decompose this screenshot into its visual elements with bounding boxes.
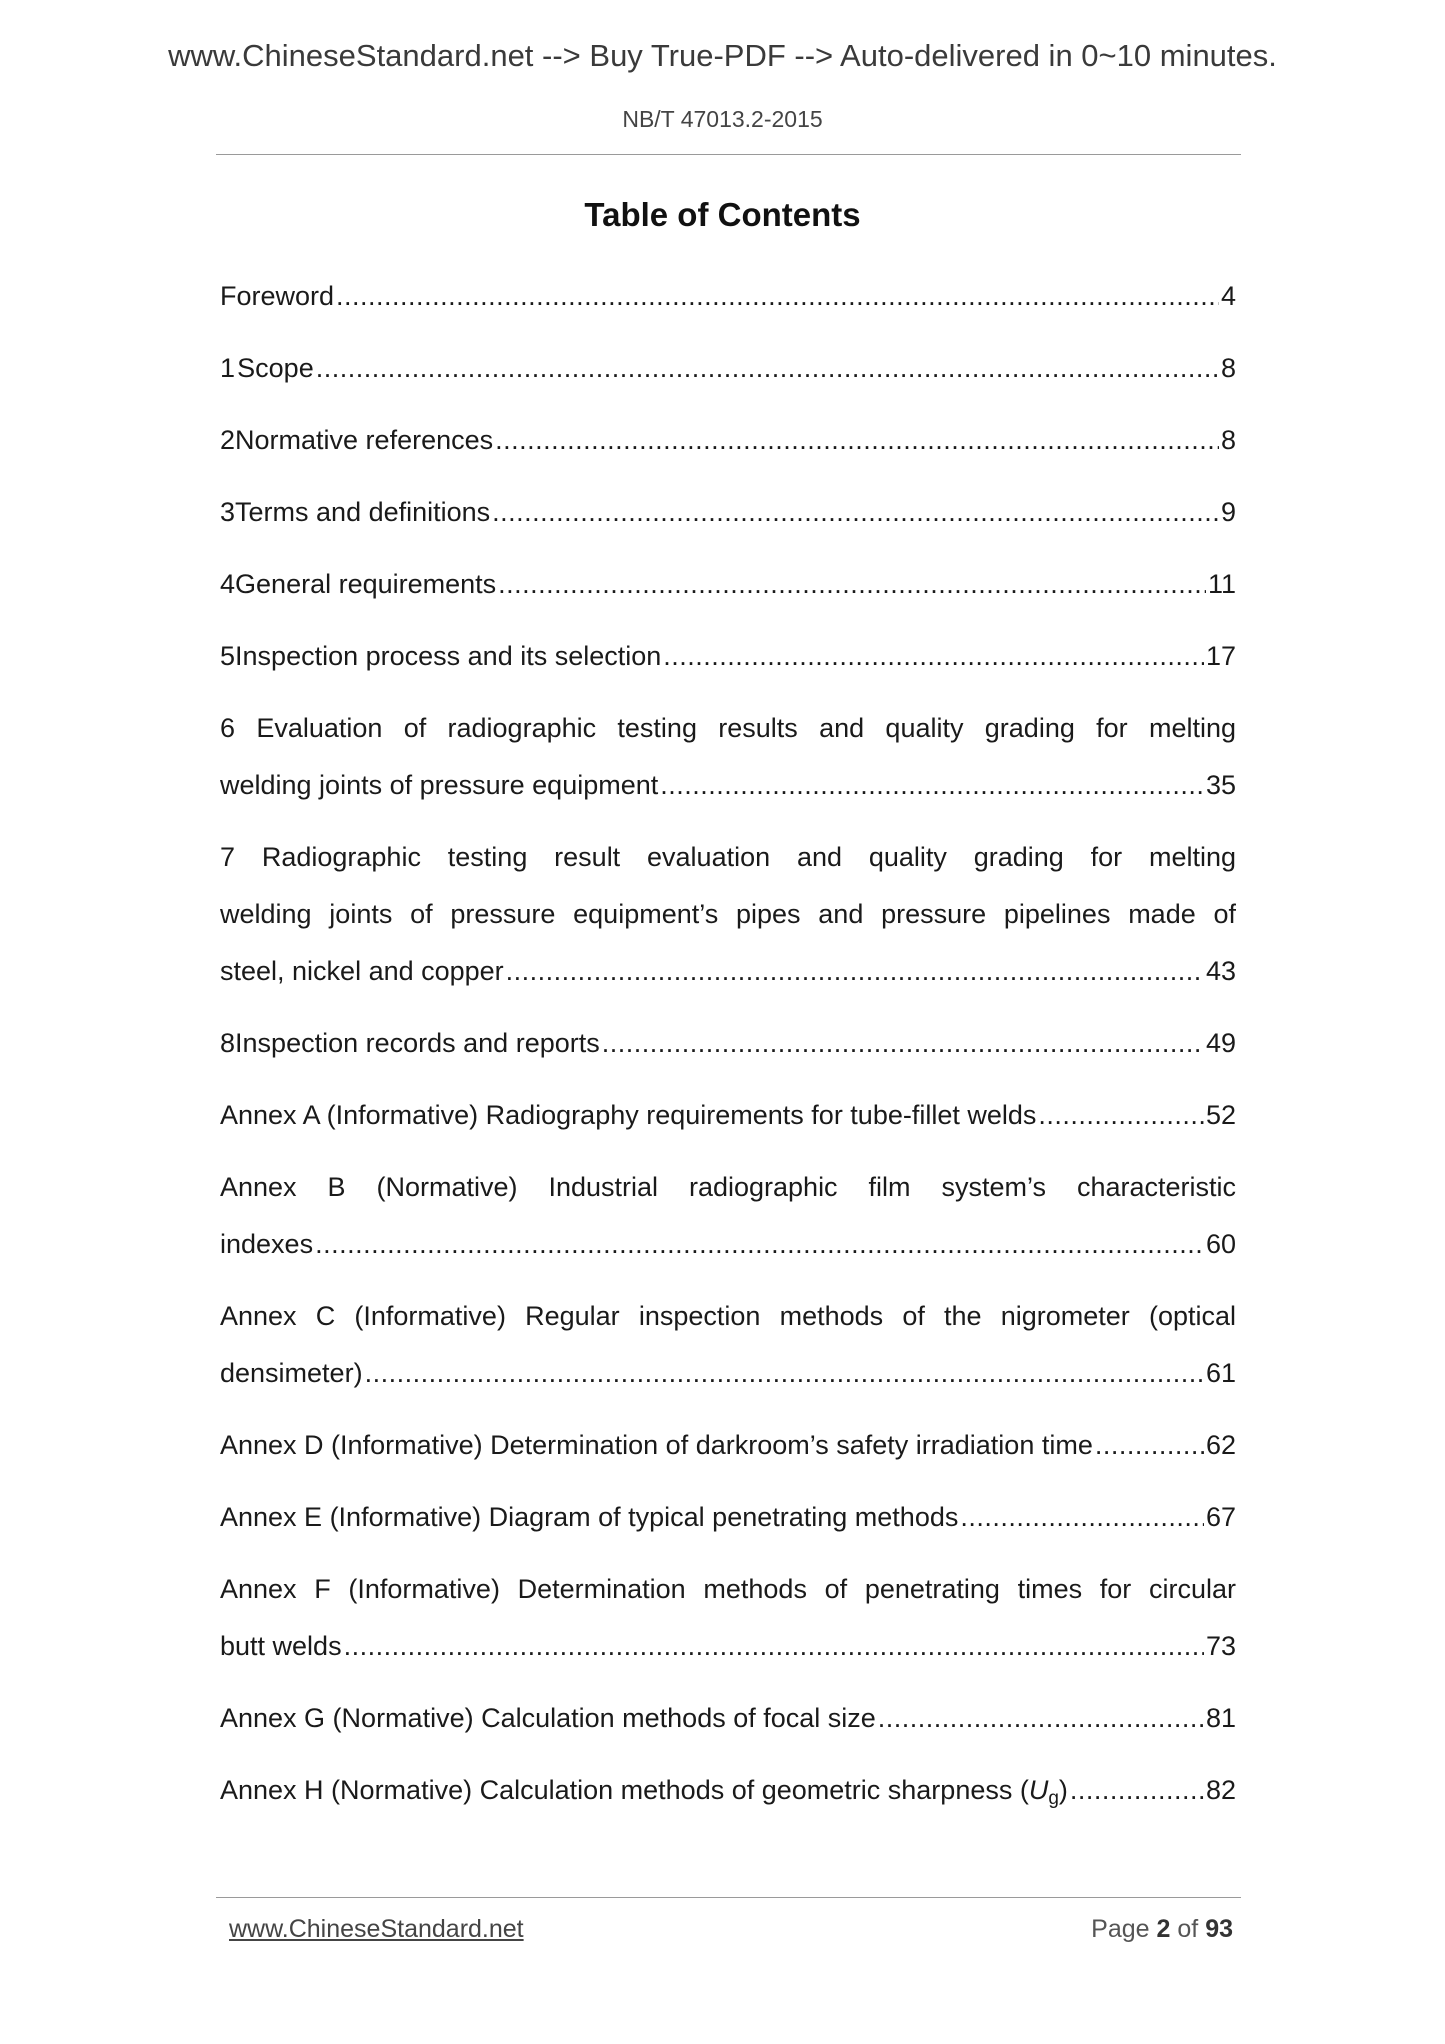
toc-label-line: Annex B (Normative) Industrial radiographic film system’s characteristic — [220, 1172, 1236, 1202]
toc-page-number: 8 — [1220, 425, 1236, 455]
toc-entry-normative-references[interactable] — [220, 412, 1236, 469]
dot-leader — [344, 1618, 1204, 1675]
page-indicator — [1091, 1915, 1233, 1944]
toc-section-number: 1 — [220, 353, 236, 383]
toc-section-number: 5 — [220, 641, 236, 671]
footer-divider — [216, 1897, 1241, 1898]
toc-label: densimeter) — [220, 1358, 363, 1388]
page-title: Table of Contents — [584, 196, 861, 233]
toc-label: Normative references — [235, 425, 494, 455]
page-of-word: of — [1177, 1915, 1199, 1943]
table-of-contents — [220, 268, 1236, 1819]
header-banner: www.ChineseStandard.net --> Buy True-PDF --> Auto-delivered in 0~10 minutes. — [168, 38, 1277, 73]
toc-label: Inspection records and reports — [235, 1028, 600, 1058]
dot-leader — [878, 1690, 1204, 1747]
dot-leader — [960, 1489, 1204, 1546]
dot-leader — [492, 484, 1219, 541]
dot-leader — [663, 628, 1204, 685]
toc-entry-inspection-records[interactable] — [220, 1015, 1236, 1072]
dot-leader — [495, 412, 1219, 469]
toc-page-number: 35 — [1205, 770, 1236, 800]
toc-page-number: 73 — [1205, 1631, 1236, 1661]
toc-section-number: 4 — [220, 569, 236, 599]
toc-page-number: 9 — [1220, 497, 1236, 527]
toc-entry-radiographic-testing-pipes[interactable] — [220, 829, 1236, 1000]
dot-leader — [336, 268, 1219, 325]
dot-leader — [365, 1345, 1204, 1402]
toc-entry-annex-d[interactable] — [220, 1417, 1236, 1474]
toc-entry-terms-and-definitions[interactable] — [220, 484, 1236, 541]
toc-entry-annex-f[interactable] — [220, 1561, 1236, 1675]
dot-leader — [506, 943, 1204, 1000]
toc-entry-foreword[interactable] — [220, 268, 1236, 325]
toc-page-number: 60 — [1205, 1229, 1236, 1259]
toc-entry-annex-c[interactable] — [220, 1288, 1236, 1402]
toc-label — [220, 1762, 1068, 1827]
toc-page-number: 61 — [1205, 1358, 1236, 1388]
toc-label-line: welding joints of pressure equipment’s pipes and pressure pipelines made of — [220, 899, 1236, 929]
footer-website-link[interactable]: www.ChineseStandard.net — [229, 1915, 524, 1943]
toc-entry-annex-b[interactable] — [220, 1159, 1236, 1273]
header-divider — [216, 154, 1241, 155]
toc-label-line: 6 Evaluation of radiographic testing results and quality grading for melting — [220, 713, 1236, 743]
dot-leader — [315, 1216, 1204, 1273]
toc-page-number: 81 — [1205, 1703, 1236, 1733]
toc-label-line: Annex C (Informative) Regular inspection methods of the nigrometer (optical — [220, 1301, 1236, 1331]
variable-subscript-g: g — [1048, 1788, 1059, 1809]
toc-section-number: 3 — [220, 497, 236, 527]
toc-page-number: 82 — [1205, 1775, 1236, 1805]
toc-entry-general-requirements[interactable] — [220, 556, 1236, 613]
toc-page-number: 62 — [1205, 1430, 1236, 1460]
toc-label: steel, nickel and copper — [220, 956, 504, 986]
toc-page-number: 43 — [1205, 956, 1236, 986]
toc-page-number: 8 — [1220, 353, 1236, 383]
toc-label: Annex D (Informative) Determination of darkroom’s safety irradiation time — [220, 1430, 1093, 1460]
toc-entry-annex-h[interactable] — [220, 1762, 1236, 1819]
toc-label: Terms and definitions — [235, 497, 491, 527]
toc-label-close: ) — [1058, 1775, 1068, 1805]
toc-label: butt welds — [220, 1631, 342, 1661]
page-word: Page — [1091, 1915, 1150, 1943]
toc-page-number: 4 — [1220, 281, 1236, 311]
toc-label-line: Annex F (Informative) Determination methods of penetrating times for circular — [220, 1574, 1236, 1604]
toc-label: indexes — [220, 1229, 314, 1259]
toc-label-line: 7 Radiographic testing result evaluation and quality grading for melting — [220, 842, 1236, 872]
toc-label: Foreword — [220, 281, 335, 311]
dot-leader — [1038, 1087, 1204, 1144]
toc-entry-annex-a[interactable] — [220, 1087, 1236, 1144]
toc-label-text: Annex H (Normative) Calculation methods of geometric sharpness ( — [220, 1775, 1029, 1805]
toc-entry-scope[interactable] — [220, 340, 1236, 397]
toc-entry-inspection-process[interactable] — [220, 628, 1236, 685]
toc-label: Annex E (Informative) Diagram of typical penetrating methods — [220, 1502, 959, 1532]
dot-leader — [602, 1015, 1204, 1072]
toc-entry-evaluation-radiographic-results[interactable] — [220, 700, 1236, 814]
variable-u: U — [1028, 1775, 1049, 1805]
toc-page-number: 17 — [1205, 641, 1236, 671]
dot-leader — [1095, 1417, 1204, 1474]
toc-section-number: 2 — [220, 425, 236, 455]
toc-page-number: 49 — [1205, 1028, 1236, 1058]
dot-leader — [1070, 1762, 1204, 1819]
toc-entry-annex-g[interactable] — [220, 1690, 1236, 1747]
toc-label: Annex G (Normative) Calculation methods of focal size — [220, 1703, 876, 1733]
toc-page-number: 67 — [1205, 1502, 1236, 1532]
toc-page-number: 11 — [1207, 569, 1236, 599]
total-pages-number: 93 — [1205, 1915, 1233, 1943]
toc-label: Annex A (Informative) Radiography requirements for tube-fillet welds — [220, 1100, 1037, 1130]
toc-label: welding joints of pressure equipment — [220, 770, 659, 800]
document-number: NB/T 47013.2-2015 — [622, 106, 823, 132]
dot-leader — [660, 757, 1204, 814]
toc-entry-annex-e[interactable] — [220, 1489, 1236, 1546]
toc-label: Scope — [237, 353, 314, 383]
toc-section-number: 8 — [220, 1028, 236, 1058]
dot-leader — [498, 556, 1206, 613]
toc-label: Inspection process and its selection — [235, 641, 662, 671]
toc-page-number: 52 — [1205, 1100, 1236, 1130]
dot-leader — [316, 340, 1219, 397]
toc-label: General requirements — [235, 569, 497, 599]
current-page-number: 2 — [1156, 1915, 1171, 1943]
